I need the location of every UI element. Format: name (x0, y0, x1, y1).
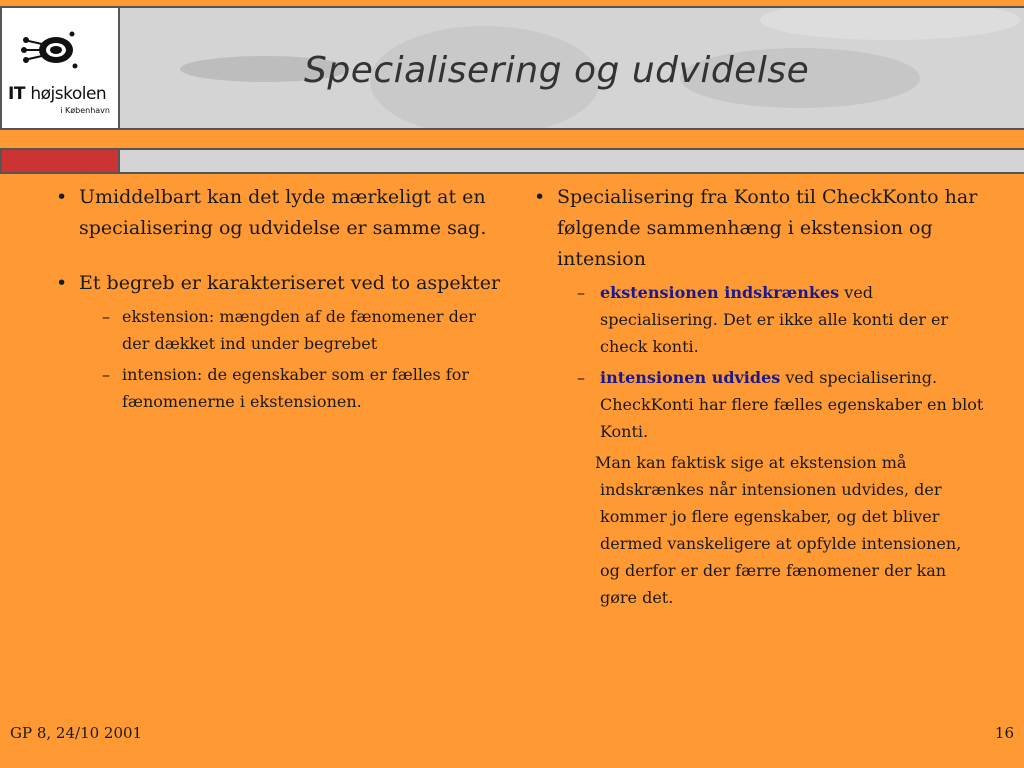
page-number: 16 (994, 724, 1014, 742)
logo (0, 6, 120, 130)
spacer (56, 244, 506, 268)
sub-bullet-text: intension: de egenskaber som er fælles for fænomenerne i ekstensionen. (122, 365, 470, 411)
bullet-item (534, 182, 984, 275)
logo-text-rest: højskolen (30, 84, 107, 104)
decorative-blob (760, 6, 1020, 40)
bullet-marker: • (534, 186, 546, 208)
emphasis-text: intensionen udvides (600, 368, 781, 387)
sub-bullet-marker: – (577, 283, 585, 302)
logo-text (8, 84, 106, 104)
slide-header (0, 0, 1024, 176)
bullet-text: Umiddelbart kan det lyde mærkeligt at en specialisering og udvidelse er samme sag. (79, 186, 487, 239)
logo-subtext: i København (60, 106, 110, 115)
sub-bullet-text: ved specialisering. Det er ikke alle konti der er check konti. (600, 283, 949, 356)
logo-emblem-icon (20, 26, 84, 74)
footer-date: GP 8, 24/10 2001 (10, 724, 143, 742)
bullet-marker: • (56, 272, 68, 294)
left-column (56, 182, 506, 415)
sub-bullet-text: ekstension: mængden af de fænomener der der dækket ind under begrebet (122, 307, 476, 353)
sub-bullet-item (555, 364, 984, 445)
bullet-text: Specialisering fra Konto til CheckKonto har følgende sammenhæng i ekstension og intension (557, 186, 978, 270)
sub-bullet-marker: – (102, 307, 110, 326)
bullet-item (56, 182, 506, 244)
note-paragraph: Man kan faktisk sige at ekstension må indskrænkes når intensionen udvides, der kommer jo flere egenskaber, og det bliver dermed vanskeligere at opfylde intensionen, og derfor er der færre fænomener der kan gøre det. (595, 453, 962, 607)
logo-text-it: IT (8, 84, 25, 104)
gray-accent-bar (120, 148, 1024, 174)
emphasis-text: ekstensionen indskrænkes (600, 283, 840, 302)
sub-bullet-marker: – (577, 368, 585, 387)
bullet-marker: • (56, 186, 68, 208)
bullet-text: Et begreb er karakteriseret ved to aspekter (79, 272, 501, 294)
right-column (534, 182, 984, 611)
bullet-item (56, 268, 506, 299)
red-accent-bar (0, 148, 120, 174)
sub-bullet-item (555, 279, 984, 360)
sub-bullet-text: ved specialisering. CheckKonti har flere fælles egenskaber en blot Konti. (600, 368, 984, 441)
sub-bullet-marker: – (102, 365, 110, 384)
sub-bullet-item (77, 303, 506, 357)
slide-title: Specialisering og udvidelse (304, 50, 810, 91)
sub-bullet-item (77, 361, 506, 415)
